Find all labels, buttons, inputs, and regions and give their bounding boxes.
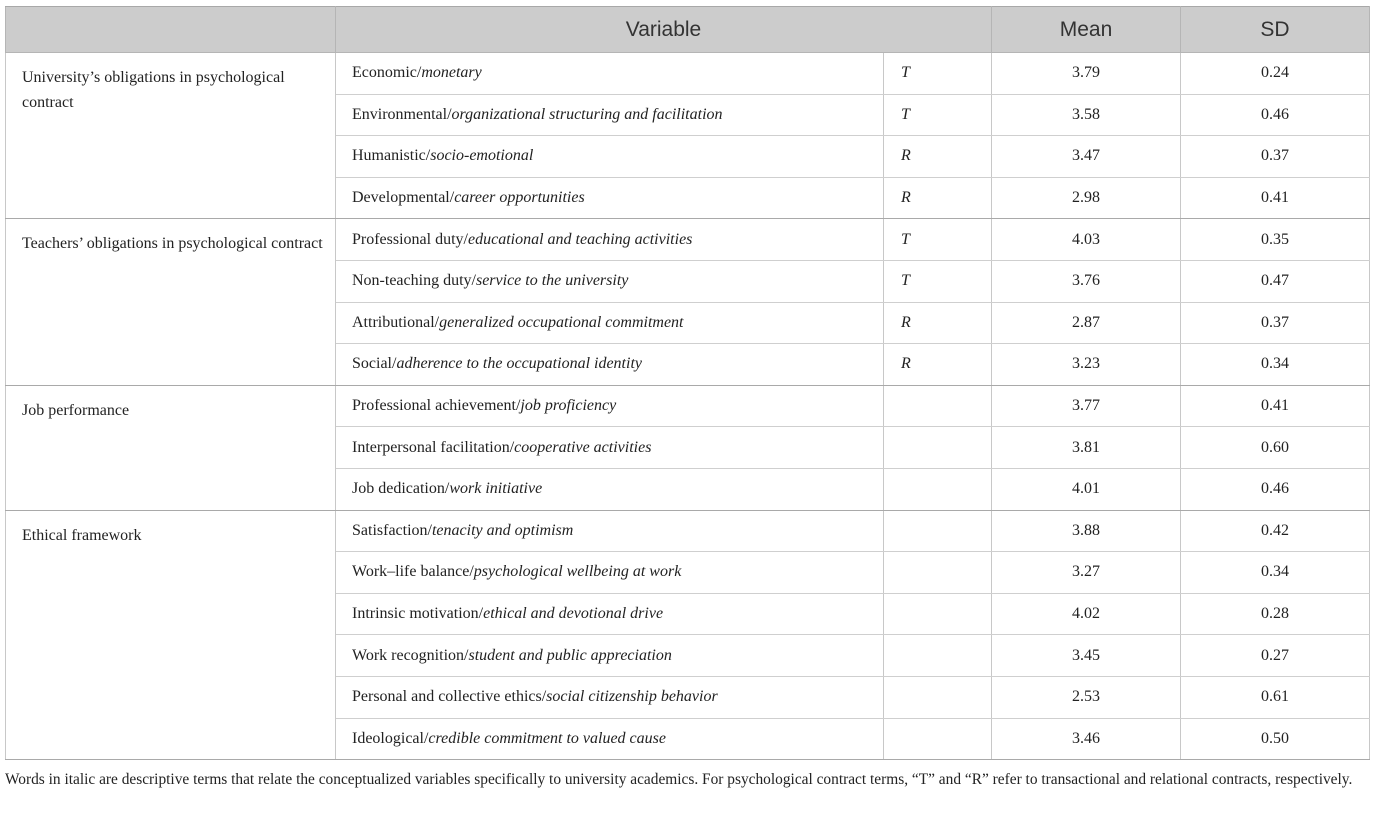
variable-term: Work recognition/ bbox=[352, 646, 469, 664]
variable-description: job proficiency bbox=[520, 397, 617, 415]
variable-term: Environmental/ bbox=[352, 105, 452, 123]
variable-description: cooperative activities bbox=[514, 438, 652, 456]
mean-cell: 2.87 bbox=[992, 302, 1181, 344]
variable-term: Professional duty/ bbox=[352, 230, 468, 248]
contract-type-cell: R bbox=[884, 177, 992, 219]
sd-cell: 0.60 bbox=[1181, 427, 1370, 469]
variable-cell bbox=[336, 53, 884, 95]
contract-type-cell bbox=[884, 635, 992, 677]
contract-type-cell bbox=[884, 468, 992, 510]
variable-description: tenacity and optimism bbox=[431, 521, 574, 539]
mean-cell: 4.02 bbox=[992, 593, 1181, 635]
mean-cell: 3.88 bbox=[992, 510, 1181, 552]
contract-type-cell: R bbox=[884, 136, 992, 178]
sd-cell: 0.34 bbox=[1181, 552, 1370, 594]
variable-term: Non-teaching duty/ bbox=[352, 272, 476, 290]
group-label: Teachers’ obligations in psychological contract bbox=[6, 219, 336, 385]
sd-cell: 0.35 bbox=[1181, 219, 1370, 261]
variable-description: career opportunities bbox=[454, 189, 585, 207]
variable-description: credible commitment to valued cause bbox=[428, 729, 666, 747]
sd-cell: 0.37 bbox=[1181, 302, 1370, 344]
contract-type-cell bbox=[884, 676, 992, 718]
sd-cell: 0.61 bbox=[1181, 676, 1370, 718]
contract-type-cell: T bbox=[884, 260, 992, 302]
contract-type-cell: T bbox=[884, 219, 992, 261]
sd-cell: 0.42 bbox=[1181, 510, 1370, 552]
variable-description: social citizenship behavior bbox=[546, 688, 718, 706]
sd-cell: 0.37 bbox=[1181, 136, 1370, 178]
group-label: University’s obligations in psychological contract bbox=[6, 53, 336, 219]
mean-cell: 3.23 bbox=[992, 344, 1181, 386]
variable-cell bbox=[336, 552, 884, 594]
variable-term: Professional achievement/ bbox=[352, 397, 521, 415]
sd-cell: 0.47 bbox=[1181, 260, 1370, 302]
variable-description: organizational structuring and facilitation bbox=[451, 105, 723, 123]
mean-cell: 4.01 bbox=[992, 468, 1181, 510]
contract-type-cell bbox=[884, 718, 992, 760]
sd-cell: 0.34 bbox=[1181, 344, 1370, 386]
data-table bbox=[5, 6, 1370, 760]
sd-cell: 0.24 bbox=[1181, 53, 1370, 95]
variable-cell bbox=[336, 468, 884, 510]
sd-cell: 0.50 bbox=[1181, 718, 1370, 760]
variable-cell bbox=[336, 136, 884, 178]
variable-cell bbox=[336, 676, 884, 718]
variable-cell bbox=[336, 94, 884, 136]
contract-type-cell bbox=[884, 593, 992, 635]
variable-description: monetary bbox=[421, 64, 482, 82]
table-row bbox=[6, 219, 1370, 261]
variable-term: Social/ bbox=[352, 355, 397, 373]
variable-term: Job dedication/ bbox=[352, 480, 450, 498]
variable-cell bbox=[336, 260, 884, 302]
mean-cell: 3.77 bbox=[992, 385, 1181, 427]
variable-cell bbox=[336, 344, 884, 386]
variable-cell bbox=[336, 718, 884, 760]
variable-description: generalized occupational commitment bbox=[439, 313, 684, 331]
variable-term: Interpersonal facilitation/ bbox=[352, 438, 515, 456]
contract-type-cell bbox=[884, 385, 992, 427]
header-blank bbox=[6, 7, 336, 53]
variable-term: Humanistic/ bbox=[352, 147, 431, 165]
header-variable: Variable bbox=[336, 7, 992, 53]
mean-cell: 3.79 bbox=[992, 53, 1181, 95]
mean-cell: 2.98 bbox=[992, 177, 1181, 219]
variable-cell bbox=[336, 593, 884, 635]
header-sd: SD bbox=[1181, 7, 1370, 53]
variable-description: psychological wellbeing at work bbox=[473, 563, 682, 581]
header-mean: Mean bbox=[992, 7, 1181, 53]
contract-type-cell: R bbox=[884, 302, 992, 344]
contract-type-cell bbox=[884, 427, 992, 469]
variable-description: educational and teaching activities bbox=[468, 230, 693, 248]
mean-cell: 4.03 bbox=[992, 219, 1181, 261]
variable-term: Work–life balance/ bbox=[352, 563, 474, 581]
variable-description: service to the university bbox=[475, 272, 629, 290]
table-body bbox=[6, 53, 1370, 760]
table-row bbox=[6, 510, 1370, 552]
contract-type-cell: T bbox=[884, 94, 992, 136]
contract-type-cell: R bbox=[884, 344, 992, 386]
variable-cell bbox=[336, 635, 884, 677]
variable-term: Ideological/ bbox=[352, 729, 429, 747]
variable-term: Attributional/ bbox=[352, 313, 440, 331]
sd-cell: 0.46 bbox=[1181, 468, 1370, 510]
variable-description: student and public appreciation bbox=[468, 646, 672, 664]
variable-cell bbox=[336, 385, 884, 427]
variable-cell bbox=[336, 302, 884, 344]
group-label: Ethical framework bbox=[6, 510, 336, 760]
variable-cell bbox=[336, 177, 884, 219]
mean-cell: 2.53 bbox=[992, 676, 1181, 718]
contract-type-cell bbox=[884, 510, 992, 552]
sd-cell: 0.46 bbox=[1181, 94, 1370, 136]
variable-description: socio-emotional bbox=[430, 147, 534, 165]
sd-cell: 0.41 bbox=[1181, 385, 1370, 427]
sd-cell: 0.27 bbox=[1181, 635, 1370, 677]
group-label: Job performance bbox=[6, 385, 336, 510]
variable-term: Developmental/ bbox=[352, 189, 455, 207]
table-footnote: Words in italic are descriptive terms that relate the conceptualized variables specifically to university academics. For psychological contract terms, “T” and “R” refer to transactional and relational contracts, respectively. bbox=[5, 771, 1353, 788]
variable-term: Personal and collective ethics/ bbox=[352, 688, 547, 706]
variable-description: adherence to the occupational identity bbox=[396, 355, 642, 373]
sd-cell: 0.41 bbox=[1181, 177, 1370, 219]
table-row bbox=[6, 53, 1370, 95]
mean-cell: 3.76 bbox=[992, 260, 1181, 302]
table-row bbox=[6, 385, 1370, 427]
variable-description: ethical and devotional drive bbox=[483, 605, 664, 623]
variable-description: work initiative bbox=[449, 480, 543, 498]
mean-cell: 3.27 bbox=[992, 552, 1181, 594]
variable-term: Economic/ bbox=[352, 64, 422, 82]
variable-term: Satisfaction/ bbox=[352, 521, 432, 539]
sd-cell: 0.28 bbox=[1181, 593, 1370, 635]
mean-cell: 3.46 bbox=[992, 718, 1181, 760]
mean-cell: 3.81 bbox=[992, 427, 1181, 469]
mean-cell: 3.47 bbox=[992, 136, 1181, 178]
variable-cell bbox=[336, 510, 884, 552]
variable-term: Intrinsic motivation/ bbox=[352, 605, 484, 623]
mean-cell: 3.58 bbox=[992, 94, 1181, 136]
mean-cell: 3.45 bbox=[992, 635, 1181, 677]
variable-cell bbox=[336, 219, 884, 261]
contract-type-cell bbox=[884, 552, 992, 594]
variable-cell bbox=[336, 427, 884, 469]
header-row bbox=[6, 7, 1370, 53]
contract-type-cell: T bbox=[884, 53, 992, 95]
